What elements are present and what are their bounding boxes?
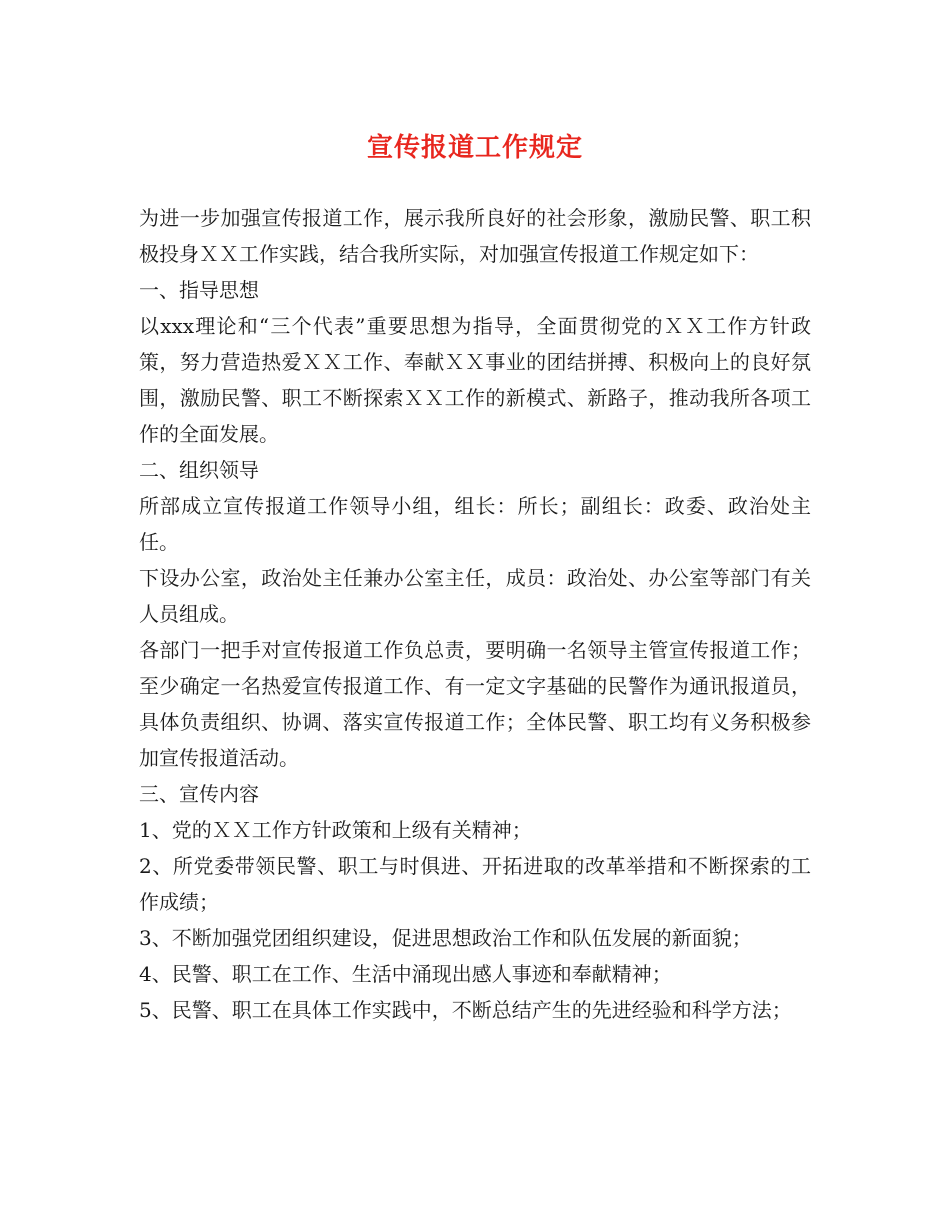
intro-paragraph: 为进一步加强宣传报道工作，展示我所良好的社会形象，激励民警、职工积极投身ＸＸ工作实践，结合我所实际，对加强宣传报道工作规定如下： [139,206,811,266]
organization-paragraph-1: 所部成立宣传报道工作领导小组，组长：所长；副组长：政委、政治处主任。 [139,494,811,554]
content-item-4: 4、民警、职工在工作、生活中涌现出感人事迹和奉献精神； [139,962,672,986]
organization-paragraph-3: 各部门一把手对宣传报道工作负总责，要明确一名领导主管宣传报道工作；至少确定一名热爱宣传报道工作、有一定文字基础的民警作为通讯报道员，具体负责组织、协调、落实宣传报道工作；全体民警、职工均有义务积极参加宣传报道活动。 [139,638,811,770]
guiding-ideology-paragraph: 以xxx理论和“三个代表”重要思想为指导，全面贯彻党的ＸＸ工作方针政策，努力营造热爱ＸＸ工作、奉献ＸＸ事业的团结拼搏、积极向上的良好氛围，激励民警、职工不断探索ＸＸ工作的新模式、新路子，推动我所各项工作的全面发展。 [139,314,811,446]
document-body [139,200,811,1028]
section-heading-organization: 二、组织领导 [139,458,259,482]
content-item-2: 2、所党委带领民警、职工与时俱进、开拓进取的改革举措和不断探索的工作成绩； [139,854,811,914]
section-heading-content: 三、宣传内容 [139,782,259,806]
content-item-5: 5、民警、职工在具体工作实践中，不断总结产生的先进经验和科学方法； [139,998,792,1022]
content-item-1: 1、党的ＸＸ工作方针政策和上级有关精神； [139,818,532,842]
content-item-3: 3、不断加强党团组织建设，促进思想政治工作和队伍发展的新面貌； [139,926,752,950]
organization-paragraph-2: 下设办公室，政治处主任兼办公室主任，成员：政治处、办公室等部门有关人员组成。 [139,566,811,626]
document-title: 宣传报道工作规定 [366,133,583,163]
section-heading-guiding-ideology: 一、指导思想 [139,278,259,302]
